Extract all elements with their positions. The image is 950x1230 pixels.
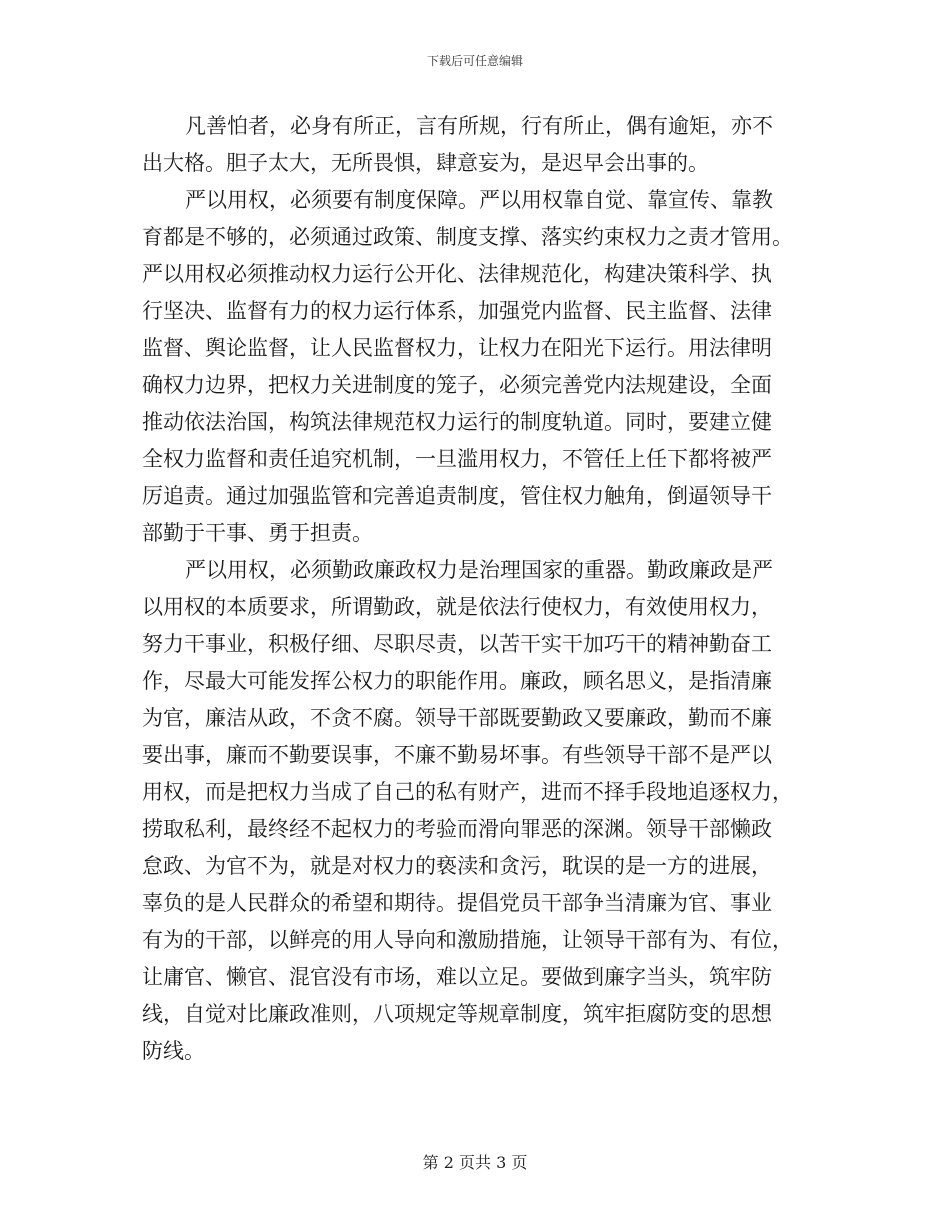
text-line: 出大格。胆子太大，无所畏惧，肆意妄为，是迟早会出事的。 (142, 151, 709, 175)
text-line: 确权力边界，把权力关进制度的笼子，必须完善党内法规建设，全面 (142, 373, 772, 397)
text-line: 要出事，廉而不勤要误事，不廉不勤易坏事。有些领导干部不是严以 (142, 743, 772, 767)
text-line: 育都是不够的，必须通过政策、制度支撑、落实约束权力之责才管用。 (142, 225, 793, 249)
page-footer: 第 2 页共 3 页 (422, 1153, 528, 1172)
text-line: 有为的干部，以鲜亮的用人导向和激励措施，让领导干部有为、有位， (142, 928, 793, 952)
text-line: 行坚决、监督有力的权力运行体系，加强党内监督、民主监督、法律 (142, 299, 772, 323)
text-line: 捞取私利，最终经不起权力的考验而滑向罪恶的深渊。领导干部懒政 (142, 817, 772, 841)
text-line: 全权力监督和责任追究机制，一旦滥用权力，不管任上任下都将被严 (142, 447, 772, 471)
text-line: 让庸官、懒官、混官没有市场，难以立足。要做到廉字当头，筑牢防 (142, 965, 772, 989)
text-line: 线，自觉对比廉政准则，八项规定等规章制度，筑牢拒腐防变的思想 (142, 1002, 772, 1026)
text-line: 防线。 (142, 1039, 205, 1063)
paragraph-3 (142, 552, 804, 1070)
text-line: 严以用权，必须要有制度保障。严以用权靠自觉、靠宣传、靠教 (185, 188, 773, 212)
document-body (142, 108, 804, 1070)
text-line: 怠政、为官不为，就是对权力的亵渎和贪污，耽误的是一方的进展， (142, 854, 772, 878)
text-line: 凡善怕者，必身有所正，言有所规，行有所止，偶有逾矩，亦不 (185, 114, 773, 138)
text-line: 厉追责。通过加强监管和完善追责制度，管住权力触角，倒逼领导干 (142, 484, 772, 508)
text-line: 努力干事业，积极仔细、尽职尽责，以苦干实干加巧干的精神勤奋工 (142, 632, 772, 656)
text-line: 严以用权必须推动权力运行公开化、法律规范化，构建决策科学、执 (142, 262, 772, 286)
text-line: 监督、舆论监督，让人民监督权力，让权力在阳光下运行。用法律明 (142, 336, 772, 360)
text-line: 严以用权，必须勤政廉政权力是治理国家的重器。勤政廉政是严 (185, 558, 773, 582)
text-line: 部勤于干事、勇于担责。 (142, 521, 373, 545)
text-line: 以用权的本质要求，所谓勤政，就是依法行使权力，有效使用权力， (142, 595, 772, 619)
text-line: 作，尽最大可能发挥公权力的职能作用。廉政，顾名思义，是指清廉 (142, 669, 772, 693)
paragraph-2 (142, 182, 804, 552)
text-line: 推动依法治国，构筑法律规范权力运行的制度轨道。同时，要建立健 (142, 410, 772, 434)
text-line: 辜负的是人民群众的希望和期待。提倡党员干部争当清廉为官、事业 (142, 891, 772, 915)
text-line: 为官，廉洁从政，不贪不腐。领导干部既要勤政又要廉政，勤而不廉 (142, 706, 772, 730)
paragraph-1 (142, 108, 804, 182)
text-line: 用权，而是把权力当成了自己的私有财产，进而不择手段地追逐权力， (142, 780, 793, 804)
page-header: 下载后可任意编辑 (426, 54, 523, 68)
